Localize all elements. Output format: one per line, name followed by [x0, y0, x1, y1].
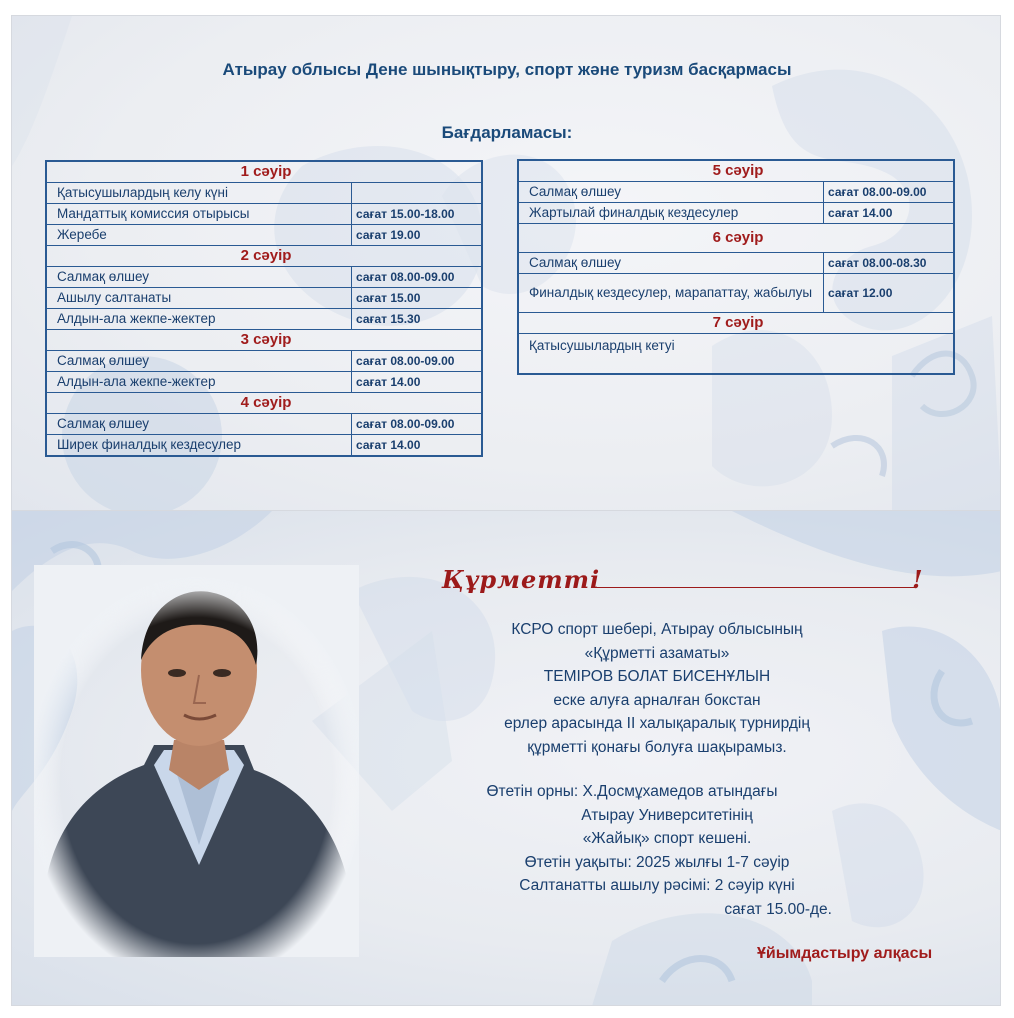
- event-cell: Жартылай финалдық кездесулер: [518, 203, 824, 224]
- invitation-line: құрметті қонағы болуға шақырамыз.: [527, 738, 787, 756]
- table-row: [518, 274, 954, 313]
- event-cell: Ашылу салтанаты: [46, 288, 352, 309]
- greeting-exclamation: !: [912, 565, 923, 594]
- venue-line: Атырау Университетінің: [581, 806, 753, 824]
- table-row: [46, 351, 482, 372]
- event-cell: Салмақ өлшеу: [46, 267, 352, 288]
- organization-title: Атырау облысы Дене шынықтыру, спорт және туризм басқармасы: [222, 60, 792, 79]
- table-row: [518, 253, 954, 274]
- day-header: 7 сәуір: [518, 313, 954, 334]
- invitation-line: ерлер арасында ІІ халықаралық турнирдің: [504, 715, 810, 732]
- invitation-panel: [11, 511, 1001, 1006]
- venue-line: «Жайық» спорт кешені.: [582, 830, 752, 847]
- time-cell: сағат 14.00: [824, 203, 955, 224]
- time-cell: сағат 08.00-09.00: [824, 182, 955, 203]
- time-cell: [352, 183, 483, 204]
- date-line: Өтетін уақыты: 2025 жылғы 1-7 сәуір: [524, 853, 790, 871]
- time-cell: сағат 08.00-09.00: [352, 351, 483, 372]
- table-row: [46, 204, 482, 225]
- program-panel: [11, 15, 1001, 511]
- time-cell: сағат 15.30: [352, 309, 483, 330]
- event-cell: Қатысушылардың кетуі: [518, 334, 954, 375]
- time-cell: сағат 14.00: [352, 372, 483, 393]
- day-header: 2 сәуір: [46, 246, 482, 267]
- event-cell: Жеребе: [46, 225, 352, 246]
- table-row: [518, 203, 954, 224]
- day-header: 4 сәуір: [46, 393, 482, 414]
- event-cell: Қатысушылардың келу күні: [46, 183, 352, 204]
- venue-line: Өтетін орны: Х.Досмұхамедов атындағы: [486, 783, 778, 800]
- invitation-line: КСРО спорт шебері, Атырау облысының: [511, 621, 803, 638]
- event-cell: Ширек финалдық кездесулер: [46, 435, 352, 457]
- day-header: 3 сәуір: [46, 330, 482, 351]
- name-fill-line: [595, 587, 915, 588]
- invitation-line: еске алуға арналған бокстан: [553, 691, 761, 709]
- time-cell: сағат 14.00: [352, 435, 483, 457]
- schedule-table-right: [517, 159, 955, 375]
- time-cell: сағат 19.00: [352, 225, 483, 246]
- day-header: 5 сәуір: [518, 160, 954, 182]
- table-row: [46, 414, 482, 435]
- event-cell: Мандаттық комиссия отырысы: [46, 204, 352, 225]
- table-row: [518, 182, 954, 203]
- event-cell: Алдын-ала жекпе-жектер: [46, 372, 352, 393]
- greeting: Құрметті: [442, 565, 601, 594]
- table-row: [46, 372, 482, 393]
- time-cell: сағат 12.00: [824, 274, 955, 313]
- table-row: [46, 309, 482, 330]
- table-row: [46, 225, 482, 246]
- organizer-signature: Ұйымдастыру алқасы: [757, 945, 933, 962]
- time-cell: сағат 08.00-09.00: [352, 267, 483, 288]
- event-cell: Алдын-ала жекпе-жектер: [46, 309, 352, 330]
- time-cell: сағат 08.00-09.00: [352, 414, 483, 435]
- schedule-table-left: [45, 160, 483, 457]
- event-cell: Салмақ өлшеу: [46, 414, 352, 435]
- invitation-line: «Құрметті азаматы»: [584, 644, 730, 662]
- event-cell: Салмақ өлшеу: [46, 351, 352, 372]
- table-row: [46, 288, 482, 309]
- opening-line: Салтанатты ашылу рәсімі: 2 сәуір күні: [519, 877, 795, 894]
- table-row: [46, 183, 482, 204]
- event-cell: Салмақ өлшеу: [518, 253, 824, 274]
- time-cell: сағат 08.00-08.30: [824, 253, 955, 274]
- event-cell: Салмақ өлшеу: [518, 182, 824, 203]
- day-header: 6 сәуір: [518, 224, 954, 253]
- day-header: 1 сәуір: [46, 161, 482, 183]
- invitation-text: [412, 618, 902, 759]
- table-row: [518, 334, 954, 375]
- honoree-name: ТЕМІРОВ БОЛАТ БИСЕНҰЛЫН: [543, 668, 771, 685]
- time-cell: сағат 15.00: [352, 288, 483, 309]
- time-cell: сағат 15.00-18.00: [352, 204, 483, 225]
- program-title: Бағдарламасы:: [441, 123, 573, 142]
- opening-time: сағат 15.00-де.: [724, 900, 832, 918]
- table-row: [46, 267, 482, 288]
- table-row: [46, 435, 482, 457]
- portrait-photo: [34, 565, 359, 957]
- event-details: [412, 780, 902, 921]
- event-cell: Финалдық кездесулер, марапаттау, жабылуы: [518, 274, 824, 313]
